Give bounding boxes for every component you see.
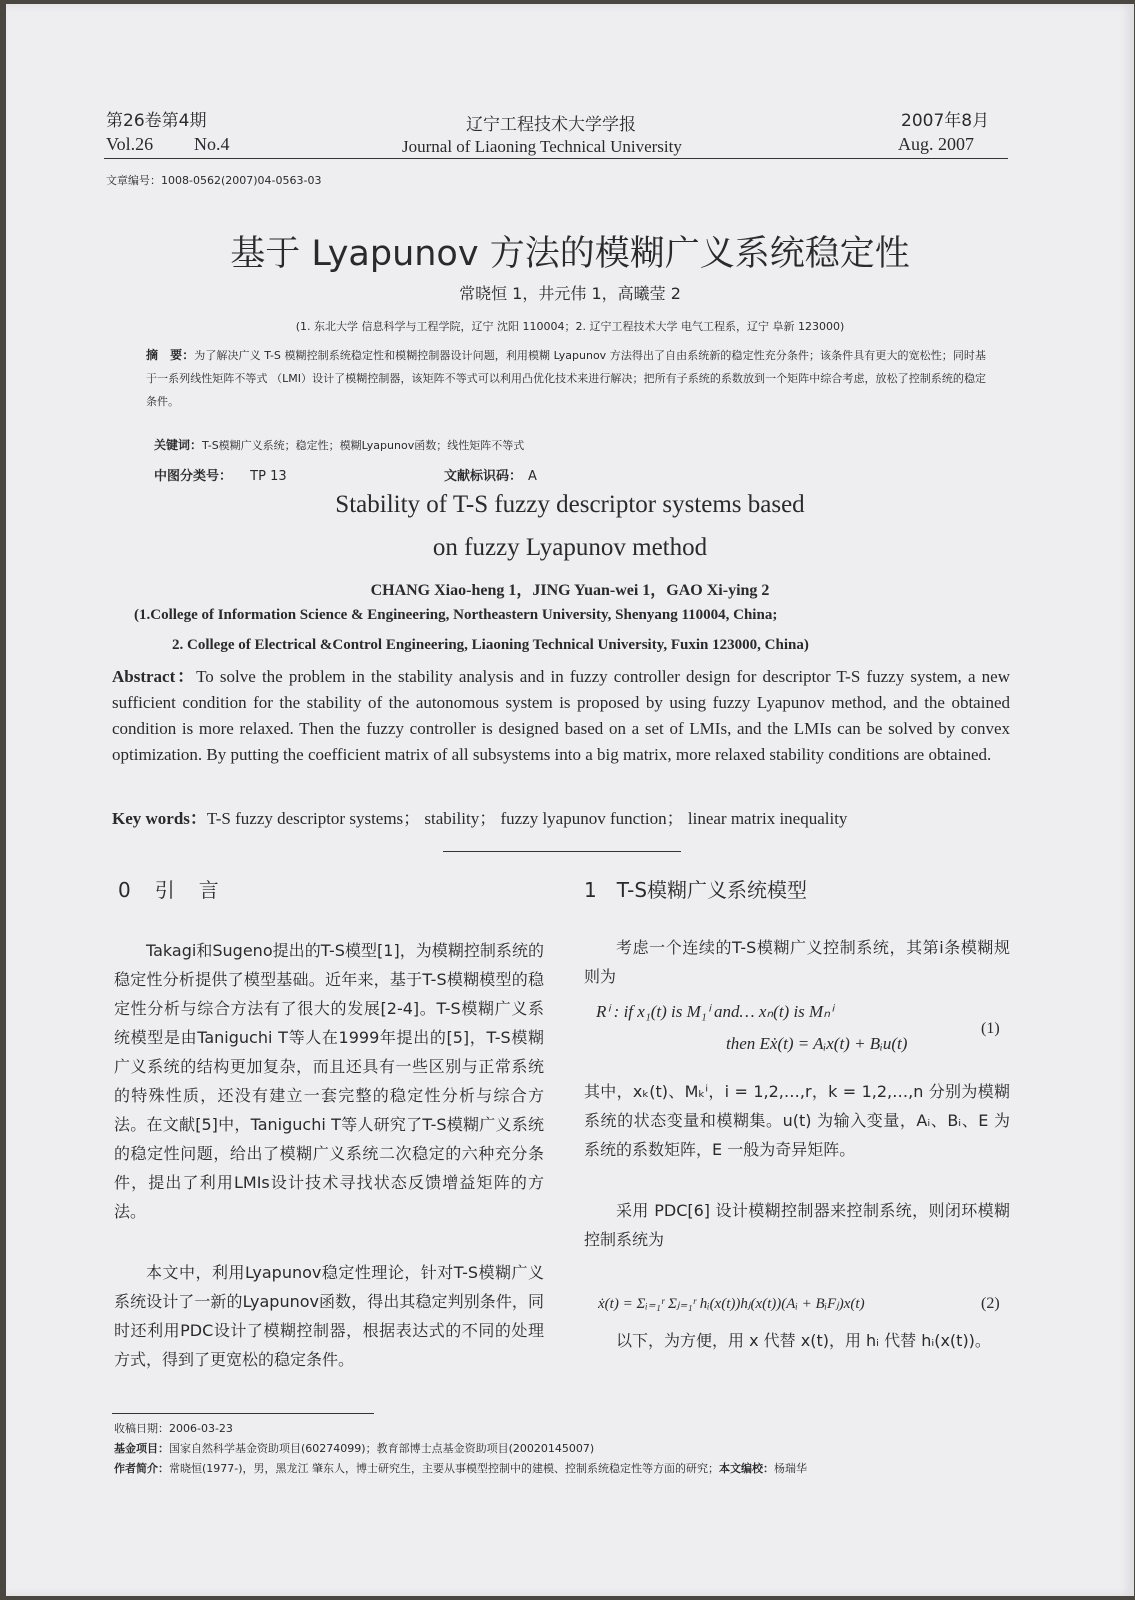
keywords-cn-label: 关键词： (154, 438, 203, 452)
header-rule (104, 158, 1008, 159)
class-value: TP 13 (250, 469, 287, 484)
equation-1-number: (1) (981, 1020, 1000, 1037)
keywords-en-label: Key words： (112, 809, 207, 828)
section0-heading: 0 引 言 (118, 878, 221, 902)
section1-para2: 其中，xₖ(t)、Mₖⁱ，i = 1,2,…,r，k = 1,2,…,n 分别为模糊系统的状态变量和模糊集。u(t) 为输入变量，Aᵢ、Bᵢ、E 为系统的系数矩阵，E 一般为奇异矩阵。 (584, 1082, 1010, 1159)
affiliation-cn: (1. 东北大学 信息科学与工程学院，辽宁 沈阳 110004；2. 辽宁工程技术大学 电气工程系，辽宁 阜新 123000) (295, 320, 845, 333)
footnote-rule (112, 1413, 374, 1414)
volume-en: Vol.26 (106, 134, 154, 154)
keywords-cn (154, 436, 524, 453)
affiliation-en-1: (1.College of Information Science & Engineering, Northeastern University, Shenyang 110004, China; (134, 607, 778, 623)
author-bio (114, 1460, 807, 1476)
abstract-cn (146, 344, 986, 413)
keywords-cn-text: T-S模糊广义系统；稳定性；模糊Lyapunov函数；线性矩阵不等式 (202, 439, 525, 452)
editor-label: 本文编校： (719, 1462, 775, 1475)
authors-cn: 常晓恒 1，井元伟 1，高曦莹 2 (459, 284, 681, 303)
fund-text: 国家自然科学基金资助项目(60274099)；教育部博士点基金资助项目(20020145007) (169, 1442, 595, 1455)
section0-para1: Takagi和Sugeno提出的T-S模型[1]，为模糊控制系统的稳定性分析提供了模型基础。近年来，基于T-S模糊模型的稳定性分析与综合方法有了很大的发展[2-4]。T-S模糊广义系统模型是由Taniguchi T等人在1999年提出的[5]，T-S模糊广义系统的结构更加复杂，而且还具有一些区别与正常系统的特殊性质，还没有建立一套完整的稳定性分析与综合方法。在文献[5]中，Taniguchi T等人研究了T-S模糊广义系统的稳定性问题，给出了模糊广义系统二次稳定的六种充分条件，提出了利用LMIs设计技术寻找状态反馈增益矩阵的方法。 (114, 941, 544, 1221)
abstract-en (112, 664, 1010, 768)
author-bio-text: 常晓恒(1977-)，男，黑龙江 肇东人，博士研究生，主要从事模型控制中的建模、控制系统稳定性等方面的研究； (169, 1462, 720, 1475)
volume-cn: 第26卷第4期 (106, 111, 207, 131)
author-bio-label: 作者简介： (114, 1462, 169, 1475)
date-en: Aug. 2007 (898, 134, 974, 154)
fund-info (114, 1440, 594, 1456)
journal-page (6, 4, 1134, 1596)
abstract-cn-label: 摘 要： (146, 348, 195, 362)
received-date: 收稿日期：2006-03-23 (114, 1422, 233, 1435)
section1-para4: 以下，为方便，用 x 代替 x(t)，用 hᵢ 代替 hᵢ(x(t))。 (616, 1331, 991, 1350)
doc-code-label: 文献标识码： (444, 469, 523, 484)
section1-heading: 1 T-S模糊广义系统模型 (584, 878, 808, 902)
affiliation-en-2: 2. College of Electrical &Control Engineering, Liaoning Technical University, Fuxin 123000, China) (172, 637, 809, 653)
article-id: 文章编号：1008-0562(2007)04-0563-03 (106, 174, 322, 187)
separator-rule (443, 851, 681, 852)
class-label: 中图分类号： (154, 469, 233, 484)
journal-name-en: Journal of Liaoning Technical University (402, 137, 682, 156)
date-cn: 2007年8月 (901, 111, 990, 131)
editor-name: 杨瑞华 (774, 1462, 808, 1475)
title-en-line2: on fuzzy Lyapunov method (432, 534, 708, 561)
equation-2-number: (2) (981, 1295, 1000, 1312)
abstract-en-label: Abstract： (112, 667, 197, 686)
fund-label: 基金项目： (114, 1442, 169, 1455)
doc-code-value: A (528, 469, 537, 484)
journal-name-cn: 辽宁工程技术大学学报 (466, 115, 636, 135)
doc-code-cn (444, 465, 537, 484)
section0-para2: 本文中，利用Lyapunov稳定性理论，针对T-S模糊广义系统设计了一新的Lyapunov函数，得出其稳定判别条件，同时还利用PDC设计了模糊控制器，根据表达式的不同的处理方式，得到了更宽松的稳定条件。 (114, 1263, 544, 1369)
authors-en: CHANG Xiao-heng 1，JING Yuan-wei 1，GAO Xi-ying 2 (370, 582, 770, 599)
equation-1-line1: Rⁱ : if x₁(t) is M₁ⁱ and… xₙ(t) is Mₙⁱ (596, 1002, 834, 1021)
title-en-line1: Stability of T-S fuzzy descriptor systems based (335, 491, 805, 518)
title-cn: 基于 Lyapunov 方法的模糊广义系统稳定性 (230, 234, 910, 274)
equation-2: ẋ(t) = Σᵢ₌₁ʳ Σⱼ₌₁ʳ hᵢ(x(t))hⱼ(x(t))(Aᵢ + BᵢFⱼ)x(t) (598, 1296, 865, 1312)
keywords-en (112, 804, 847, 829)
classification-cn (154, 465, 287, 484)
section1-para3: 采用 PDC[6] 设计模糊控制器来控制系统，则闭环模糊控制系统为 (584, 1201, 1010, 1249)
abstract-cn-text: 为了解决广义 T-S 模糊控制系统稳定性和模糊控制器设计问题，利用模糊 Lyapunov 方法得出了自由系统新的稳定性充分条件；该条件具有更大的宽松性；同时基于一系列线性矩阵不等式 （LMI）设计了模糊控制器，该矩阵不等式可以利用凸优化技术来进行解决；把所有子系统的系数放到一个矩阵中综合考虑，放松了控制系统的稳定条件。 (146, 349, 986, 408)
section1-para1: 考虑一个连续的T-S模糊广义控制系统，其第i条模糊规则为 (584, 938, 1010, 986)
abstract-en-text: To solve the problem in the stability analysis and in fuzzy controller design for descriptor T-S fuzzy system, a new sufficient condition for the stability of the autonomous system is proposed by using fuzzy Lyapunov method, and the obtained condition is more relaxed. Then the fuzzy controller is designed based on a set of LMIs, and the LMIs can be solved by convex optimization. By putting the coefficient matrix of all subsystems into a big matrix, more relaxed stability conditions are obtained. (112, 667, 1010, 764)
equation-1-line2: then Eẋ(t) = Aᵢx(t) + Bᵢu(t) (726, 1034, 908, 1053)
issue-en: No.4 (194, 134, 230, 154)
keywords-en-text: T-S fuzzy descriptor systems； stability； fuzzy lyapunov function； linear matrix inequality (206, 809, 848, 828)
